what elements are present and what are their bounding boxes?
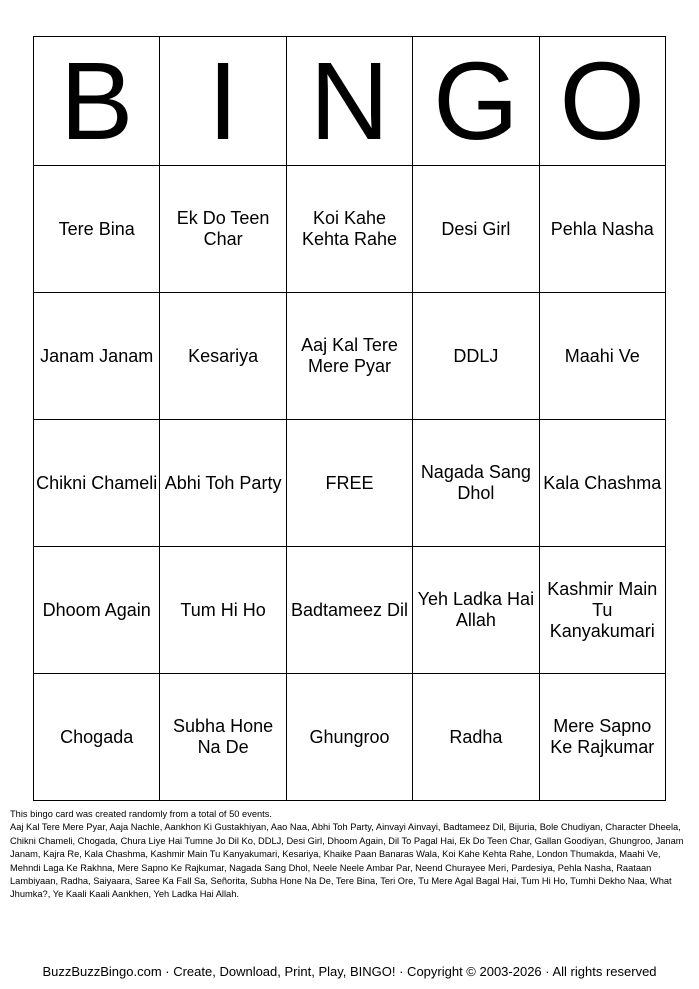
bingo-cell: Nagada Sang Dhol <box>413 420 539 547</box>
bingo-cell: Yeh Ladka Hai Allah <box>413 547 539 674</box>
bingo-row-4 <box>34 547 666 674</box>
bingo-cell: Dhoom Again <box>34 547 160 674</box>
bingo-cell: Chikni Chameli <box>34 420 160 547</box>
copyright-footer: BuzzBuzzBingo.com · Create, Download, Print, Play, BINGO! · Copyright © 2003-2026 · All rights reserved <box>42 964 657 979</box>
bingo-cell: Badtameez Dil <box>286 547 412 674</box>
bingo-card <box>33 36 666 801</box>
bingo-cell: Chogada <box>34 674 160 801</box>
bingo-cell: Tere Bina <box>34 166 160 293</box>
bingo-cell: Tum Hi Ho <box>160 547 286 674</box>
bingo-cell: Subha Hone Na De <box>160 674 286 801</box>
header-letter-g: G <box>413 37 539 166</box>
bingo-cell: Radha <box>413 674 539 801</box>
bingo-cell: Janam Janam <box>34 293 160 420</box>
bingo-cell: Mere Sapno Ke Rajkumar <box>539 674 665 801</box>
bingo-cell: Ek Do Teen Char <box>160 166 286 293</box>
bingo-row-5 <box>34 674 666 801</box>
event-list-info <box>10 808 690 902</box>
bingo-cell: Kesariya <box>160 293 286 420</box>
bingo-header-row <box>34 37 666 166</box>
bingo-cell: Kashmir Main Tu Kanyakumari <box>539 547 665 674</box>
event-list: Aaj Kal Tere Mere Pyar, Aaja Nachle, Aankhon Ki Gustakhiyan, Aao Naa, Abhi Toh Party, Ainvayi Ainvayi, Badtameez Dil, Bijuria, Bole Chudiyan, Character Dheela, Chikni Chameli, Chogada, Chura Liye Hai Tumne Jo Dil Ko, DDLJ, Desi Girl, Dhoom Again, Dil To Pagal Hai, Ek Do Teen Char, Gallan Goodiyan, Ghungroo, Janam Janam, Kajra Re, Kala Chashma, Kashmir Main Tu Kanyakumari, Kesariya, Khaike Paan Banaras Wala, Koi Kahe Kehta Rahe, London Thumakda, Maahi Ve, Mehndi Laga Ke Rakhna, Mere Sapno Ke Rajkumar, Nagada Sang Dhol, Neele Neele Ambar Par, Neend Churayee Meri, Pardesiya, Pehla Nasha, Raataan Lambiyaan, Radha, Saiyaara, Saree Ka Fall Sa, Señorita, Subha Hone Na De, Tere Bina, Teri Ore, Tu Mere Agal Bagal Hai, Tum Hi Ho, Tumhi Dekho Naa, What Jhumka?, Ye Kaali Kaali Aankhen, Yeh Ladka Hai Allah. <box>10 822 684 900</box>
event-count-note: This bingo card was created randomly from a total of 50 events. <box>10 809 272 819</box>
header-letter-o: O <box>539 37 665 166</box>
header-letter-n: N <box>286 37 412 166</box>
free-space-cell: FREE <box>286 420 412 547</box>
bingo-cell: Koi Kahe Kehta Rahe <box>286 166 412 293</box>
header-letter-b: B <box>34 37 160 166</box>
bingo-row-1 <box>34 166 666 293</box>
bingo-row-3 <box>34 420 666 547</box>
bingo-cell: Desi Girl <box>413 166 539 293</box>
header-letter-i: I <box>160 37 286 166</box>
bingo-row-2 <box>34 293 666 420</box>
bingo-cell: Aaj Kal Tere Mere Pyar <box>286 293 412 420</box>
bingo-cell: Pehla Nasha <box>539 166 665 293</box>
bingo-cell: Kala Chashma <box>539 420 665 547</box>
bingo-cell: Maahi Ve <box>539 293 665 420</box>
bingo-cell: Abhi Toh Party <box>160 420 286 547</box>
bingo-cell: Ghungroo <box>286 674 412 801</box>
bingo-cell: DDLJ <box>413 293 539 420</box>
